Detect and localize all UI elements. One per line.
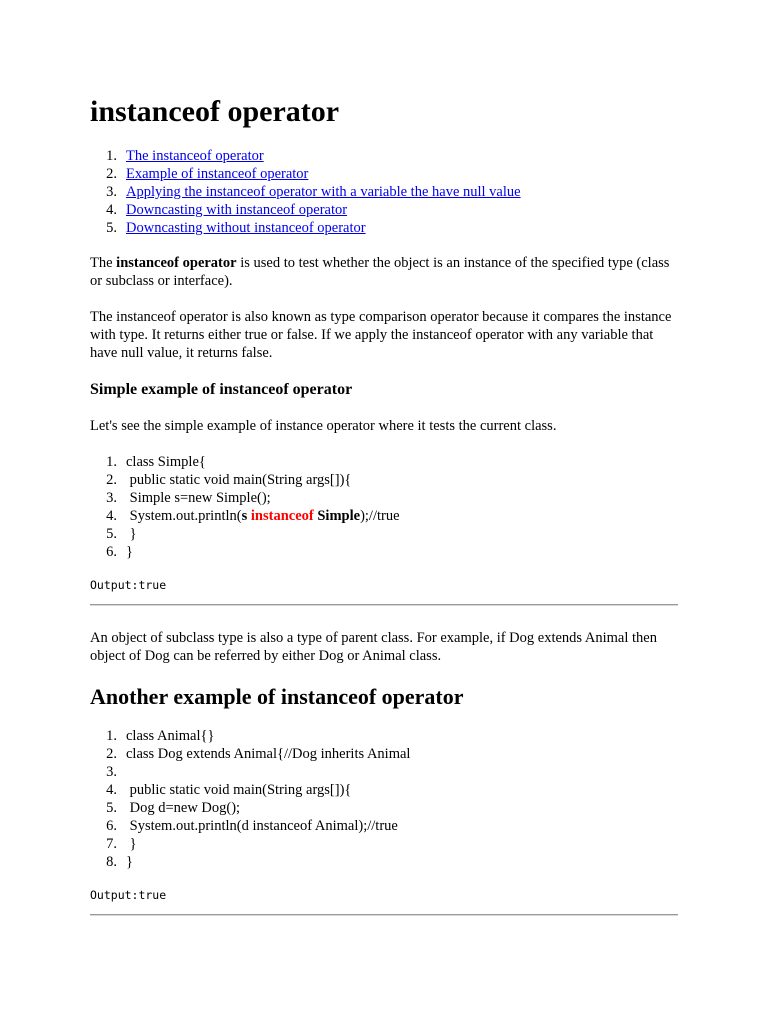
intro-text-post: is used to test whether the object is an instance of the specified type (class or subclass or interface). bbox=[90, 255, 670, 289]
code-listing-animal bbox=[90, 727, 410, 871]
toc-link-downcasting-without[interactable]: Downcasting without instanceof operator bbox=[126, 220, 366, 236]
code-line bbox=[90, 453, 400, 471]
comparison-paragraph: The instanceof operator is also known as type comparison operator because it compares the instance with type. It returns either true or false. If we apply the instanceof operator with any variable that have null value, it returns false. bbox=[90, 309, 672, 361]
section-heading-simple-example: Simple example of instanceof operator bbox=[90, 381, 353, 398]
output-simple: Output:true bbox=[90, 578, 167, 592]
code-text: System.out.println(d instanceof Animal);//true bbox=[126, 818, 398, 834]
line-number: 2. bbox=[106, 472, 117, 488]
code-text: );//true bbox=[360, 508, 400, 524]
code-line bbox=[90, 835, 410, 853]
code-variable: s bbox=[241, 508, 251, 524]
code-text: } bbox=[126, 836, 137, 852]
line-number: 3. bbox=[106, 764, 117, 780]
toc-link-example[interactable]: Example of instanceof operator bbox=[126, 166, 309, 182]
toc-number: 5. bbox=[106, 220, 117, 236]
toc-number: 3. bbox=[106, 184, 117, 200]
line-number: 4. bbox=[106, 508, 117, 524]
output-animal: Output:true bbox=[90, 888, 167, 902]
code-line bbox=[90, 727, 410, 745]
code-class-name: Simple bbox=[313, 508, 361, 524]
toc-item bbox=[90, 201, 521, 219]
code-text: public static void main(String args[]){ bbox=[126, 782, 352, 798]
code-text: class Animal{} bbox=[126, 728, 215, 744]
line-number: 6. bbox=[106, 544, 117, 560]
code-line bbox=[90, 745, 410, 763]
simple-example-description: Let's see the simple example of instance operator where it tests the current class. bbox=[90, 418, 557, 434]
code-text: } bbox=[126, 854, 133, 870]
line-number: 5. bbox=[106, 800, 117, 816]
code-line bbox=[90, 471, 400, 489]
toc-item bbox=[90, 219, 521, 237]
code-line bbox=[90, 853, 410, 871]
intro-bold-term: instanceof operator bbox=[116, 255, 237, 271]
code-line bbox=[90, 799, 410, 817]
subclass-paragraph: An object of subclass type is also a type of parent class. For example, if Dog extends Animal then object of Dog can be referred by either Dog or Animal class. bbox=[90, 630, 657, 664]
toc-link-downcasting-with[interactable]: Downcasting with instanceof operator bbox=[126, 202, 348, 218]
divider bbox=[90, 604, 678, 606]
intro-paragraph bbox=[90, 254, 680, 290]
toc-number: 1. bbox=[106, 148, 117, 164]
code-line bbox=[90, 543, 400, 561]
code-text: } bbox=[126, 544, 133, 560]
code-line bbox=[90, 525, 400, 543]
toc-item bbox=[90, 147, 521, 165]
code-line bbox=[90, 817, 410, 835]
line-number: 7. bbox=[106, 836, 117, 852]
line-number: 2. bbox=[106, 746, 117, 762]
line-number: 5. bbox=[106, 526, 117, 542]
code-listing-simple bbox=[90, 453, 400, 561]
line-number: 4. bbox=[106, 782, 117, 798]
code-text: Simple s=new Simple(); bbox=[126, 490, 271, 506]
line-number: 8. bbox=[106, 854, 117, 870]
page-title: instanceof operator bbox=[90, 95, 340, 128]
line-number: 1. bbox=[106, 454, 117, 470]
code-text: System.out.println( bbox=[126, 508, 242, 524]
line-number: 6. bbox=[106, 818, 117, 834]
toc-item bbox=[90, 183, 521, 201]
code-line bbox=[90, 489, 400, 507]
code-keyword-instanceof: instanceof bbox=[250, 508, 314, 524]
toc-link-null-value[interactable]: Applying the instanceof operator with a variable the have null value bbox=[126, 184, 521, 200]
code-text: Dog d=new Dog(); bbox=[126, 800, 241, 816]
toc-item bbox=[90, 165, 521, 183]
line-number: 1. bbox=[106, 728, 117, 744]
divider bbox=[90, 914, 678, 916]
code-text: class Simple{ bbox=[126, 454, 206, 470]
line-number: 3. bbox=[106, 490, 117, 506]
code-text: public static void main(String args[]){ bbox=[126, 472, 352, 488]
section-heading-another-example: Another example of instanceof operator bbox=[90, 684, 464, 709]
toc-number: 2. bbox=[106, 166, 117, 182]
table-of-contents bbox=[90, 147, 521, 237]
code-text: } bbox=[126, 526, 137, 542]
intro-text-pre: The bbox=[90, 255, 117, 271]
toc-number: 4. bbox=[106, 202, 117, 218]
code-line bbox=[90, 507, 400, 525]
code-line bbox=[90, 763, 410, 781]
code-line bbox=[90, 781, 410, 799]
code-text: class Dog extends Animal{//Dog inherits Animal bbox=[126, 746, 411, 762]
toc-link-the-instanceof-operator[interactable]: The instanceof operator bbox=[126, 148, 264, 164]
